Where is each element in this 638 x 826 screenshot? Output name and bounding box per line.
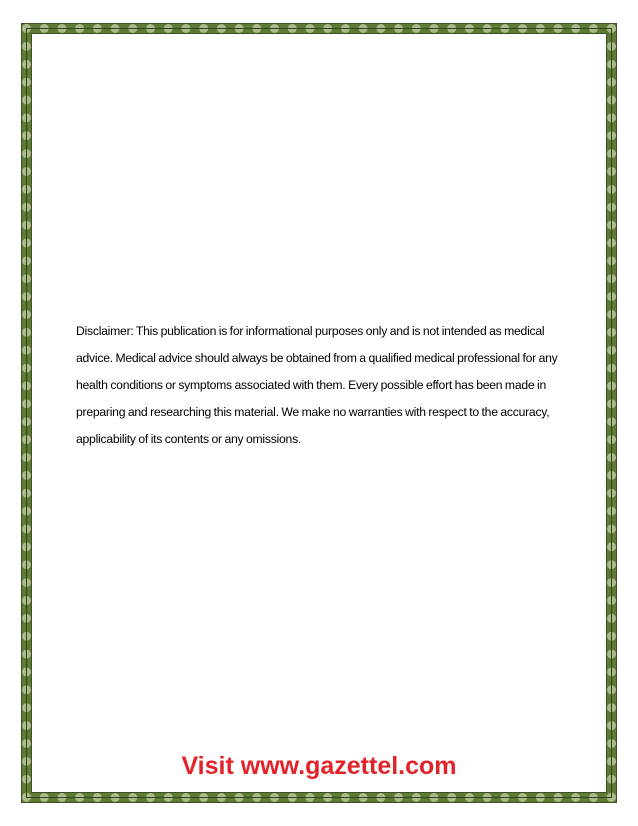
disclaimer-text: Disclaimer: This publication is for informational purposes only and is not intended as medical advice. Medical advice should always be obtained from a qualified medical professional for any health conditions or symptoms associated with them. Every possible effort has been made in preparing and researching this material. We make no warranties with respect to the accuracy, applicability of its contents or any omissions. xyxy=(76,324,558,446)
footer-link-text[interactable]: Visit www.gazettel.com xyxy=(181,752,457,780)
disclaimer-block xyxy=(76,318,576,453)
footer-website-link[interactable] xyxy=(0,752,638,781)
